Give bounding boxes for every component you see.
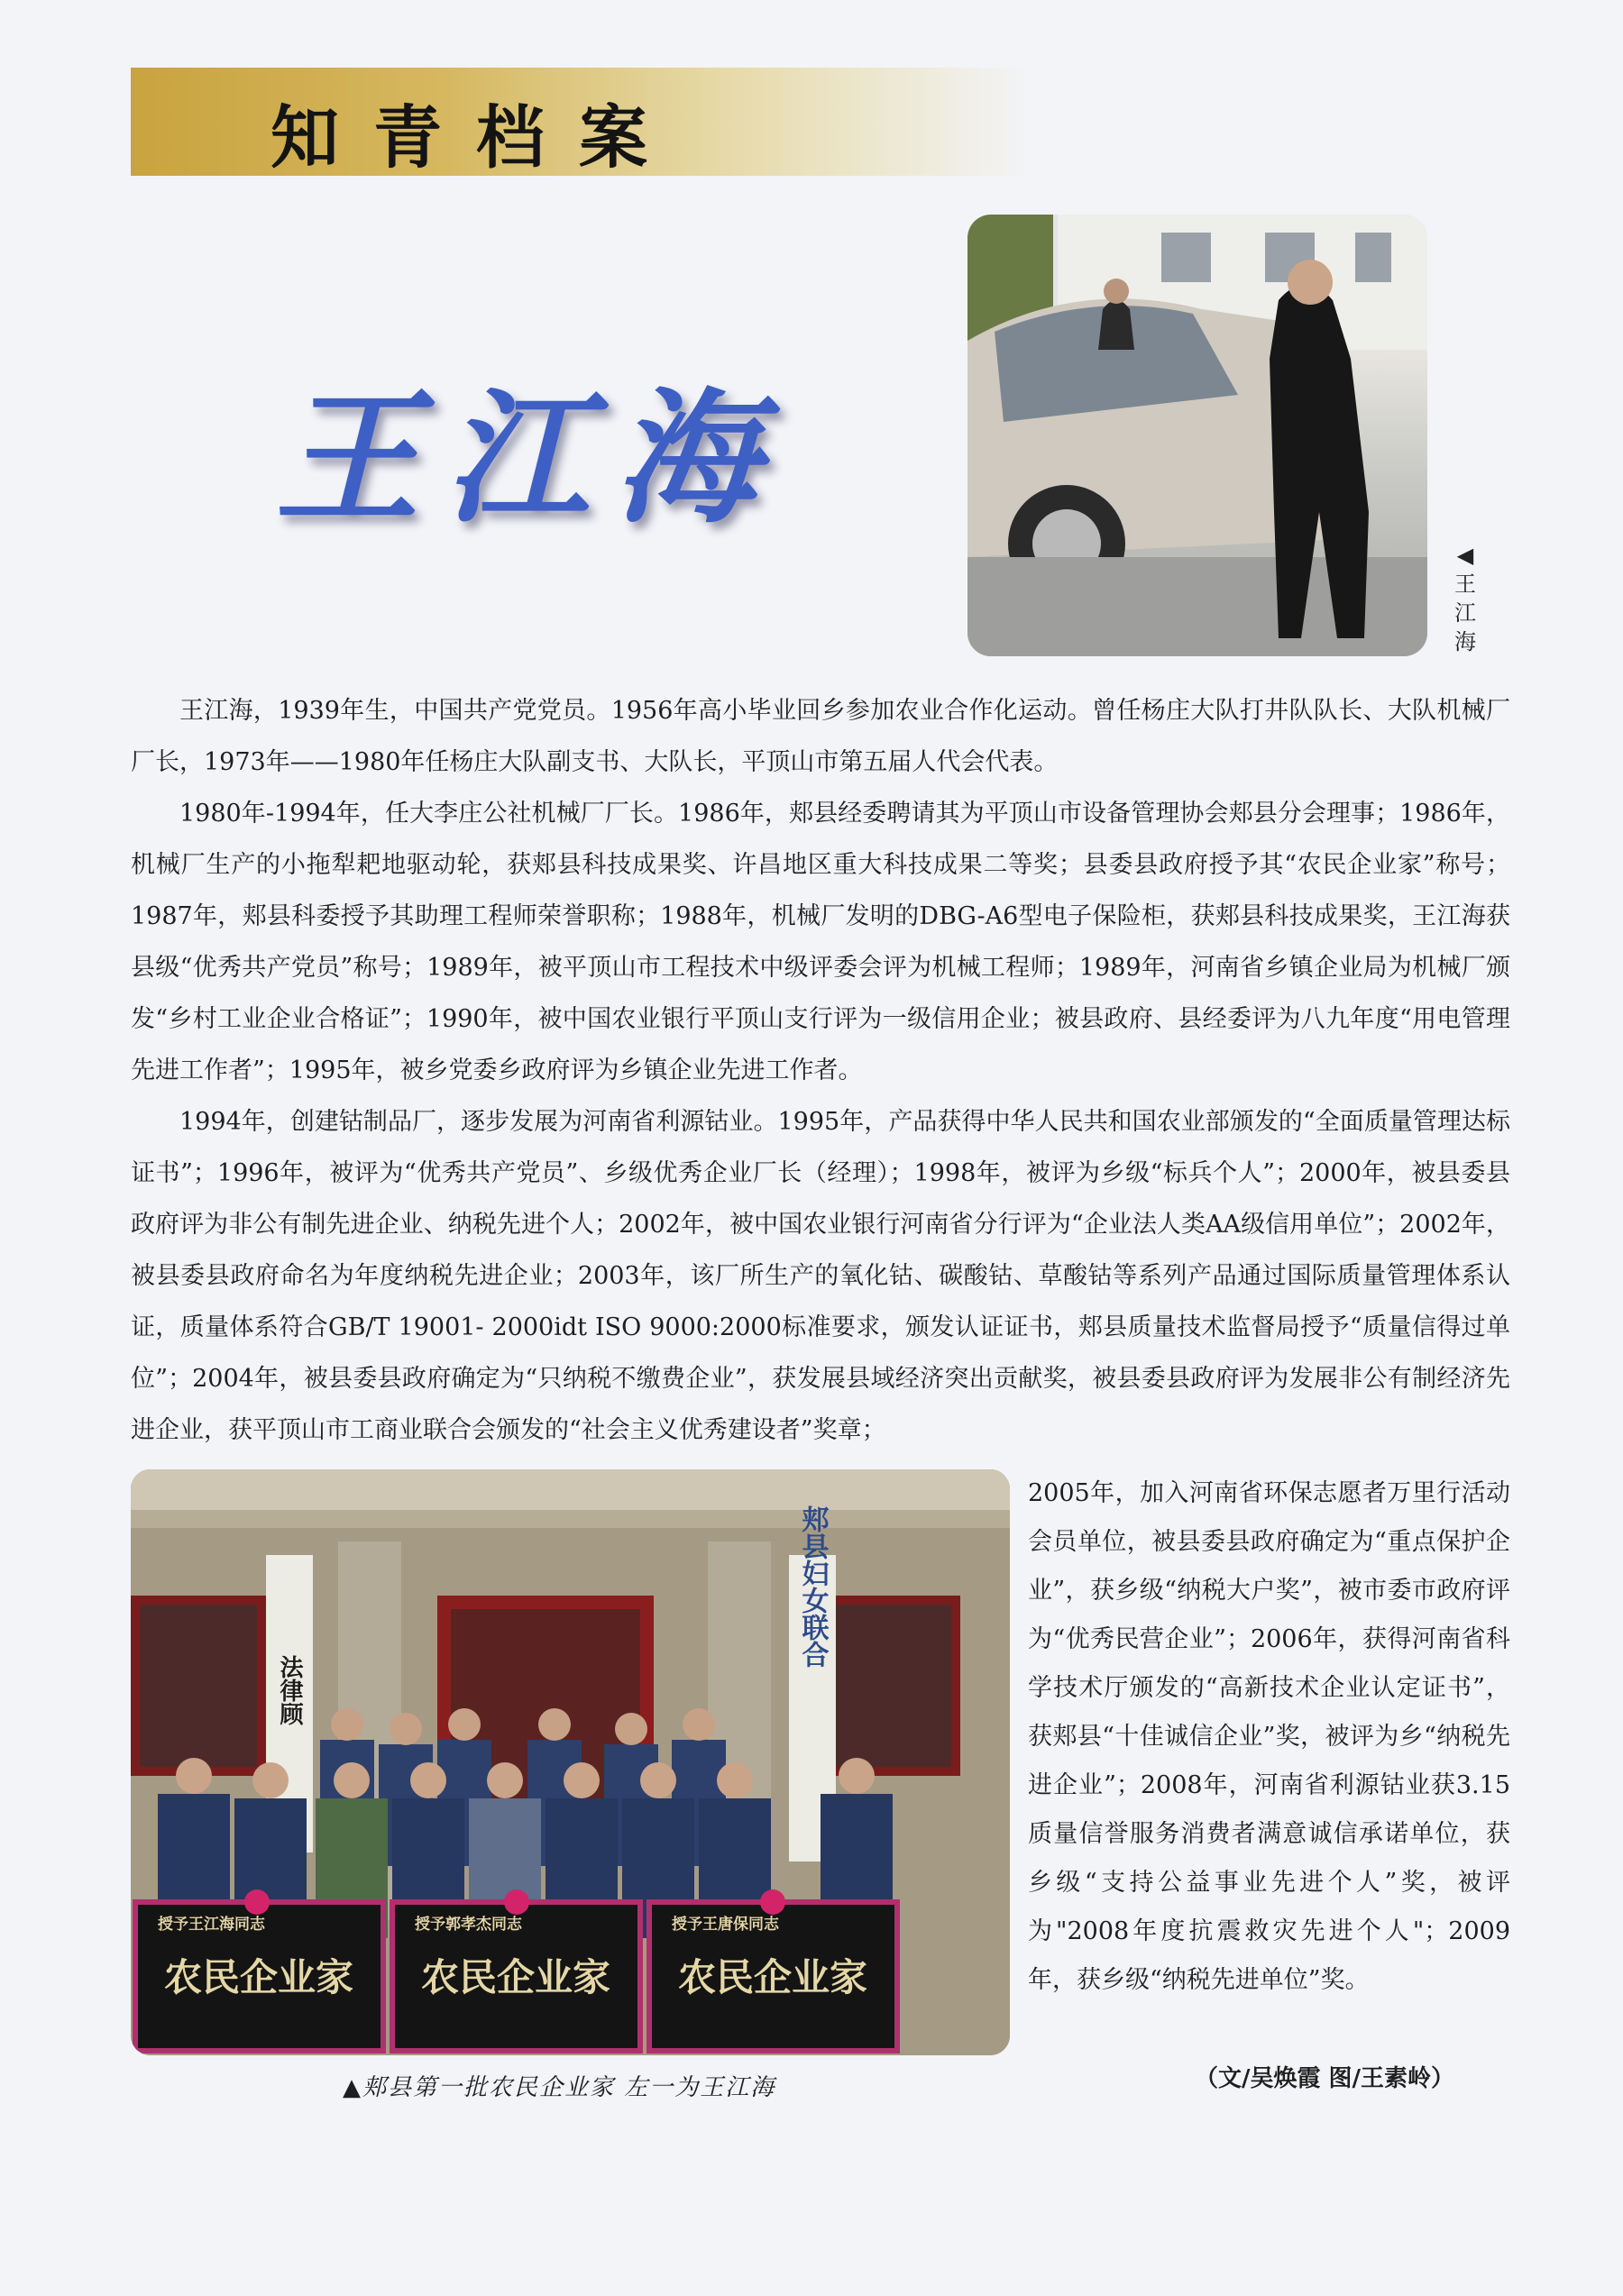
article-body	[131, 685, 1510, 1456]
plaque-1: 农民企业家	[163, 1955, 354, 1999]
paragraph: 王江海，1939年生，中国共产党党员。1956年高小毕业回乡参加农业合作化运动。曾任杨庄大队打井队队长、大队机械厂厂长，1973年——1980年任杨庄大队副支书、大队长，平顶山市第五届人代会代表。	[131, 697, 1510, 776]
right-signboard-text: 郏县妇女联合	[796, 1505, 829, 1668]
plaque-header-2: 授予郭孝杰同志	[415, 1916, 522, 1934]
paragraph: 1994年，创建钴制品厂，逐步发展为河南省利源钴业。1995年，产品获得中华人民共和国农业部颁发的“全面质量管理达标证书”；1996年，被评为“优秀共产党员”、乡级优秀企业厂长（经理）；1998年，被评为乡级“标兵个人”；2000年，被县委县政府评为非公有制先进企业、纳税先进个人；2002年，被中国农业银行河南省分行评为“企业法人类AA级信用单位”；2002年，被县委县政府命名为年度纳税先进企业；2003年，该厂所生产的氧化钴、碳酸钴、草酸钴等系列产品通过国际质量管理体系认证，质量体系符合GB/T 19001- 2000idt ISO 9000:2000标准要求，颁发认证证书，郏县质量技术监督局授予“质量信得过单位”；2004年，被县委县政府确定为“只纳税不缴费企业”，获发展县域经济突出贡献奖，被县委县政府评为发展非公有制经济先进企业，获平顶山市工商业联合会颁发的“社会主义优秀建设者”奖章；	[131, 1108, 1510, 1444]
group-photo	[131, 1469, 1010, 2055]
plaque-header-3: 授予王唐保同志	[672, 1916, 779, 1934]
person-name: 王江海	[275, 374, 784, 543]
side-paragraph: 2005年，加入河南省环保志愿者万里行活动会员单位，被县委县政府确定为“重点保护企业”，获乡级“纳税大户奖”，被市委市政府评为“优秀民营企业”；2006年，获得河南省科学技术厅颁发的“高新技术企业认定证书”，获郏县“十佳诚信企业”奖，被评为乡“纳税先进企业”；2008年，河南省利源钴业获3.15质量信誉服务消费者满意诚信承诺单位，获乡级“支持公益事业先进个人”奖，被评为"2008年度抗震救灾先进个人"；2009年，获乡级“纳税先进单位”奖。	[1028, 1479, 1510, 1994]
left-signboard-text: 法律顾	[276, 1655, 303, 1725]
portrait-photo	[967, 215, 1427, 656]
plaque-2: 农民企业家	[420, 1955, 611, 1999]
plaque-header-1: 授予王江海同志	[158, 1916, 265, 1934]
article-credit: （文/吴焕霞 图/王素岭）	[1195, 2065, 1455, 2092]
portrait-caption: ◀王江海	[1454, 543, 1476, 654]
group-photo-caption: ▲郏县第一批农民企业家 左一为王江海	[343, 2074, 776, 2101]
section-title: 知青档案	[270, 97, 682, 178]
plaque-3: 农民企业家	[677, 1955, 868, 1999]
paragraph: 1980年-1994年，任大李庄公社机械厂厂长。1986年，郏县经委聘请其为平顶山市设备管理协会郏县分会理事；1986年，机械厂生产的小拖犁耙地驱动轮，获郏县科技成果奖、许昌地区重大科技成果二等奖；县委县政府授予其“农民企业家”称号；1987年，郏县科委授予其助理工程师荣誉职称；1988年，机械厂发明的DBG-A6型电子保险柜，获郏县科技成果奖，王江海获县级“优秀共产党员”称号；1989年，被平顶山市工程技术中级评委会评为机械工程师；1989年，河南省乡镇企业局为机械厂颁发“乡村工业企业合格证”；1990年，被中国农业银行平顶山支行评为一级信用企业；被县政府、县经委评为八九年度“用电管理先进工作者”；1995年，被乡党委乡政府评为乡镇企业先进工作者。	[131, 800, 1510, 1084]
